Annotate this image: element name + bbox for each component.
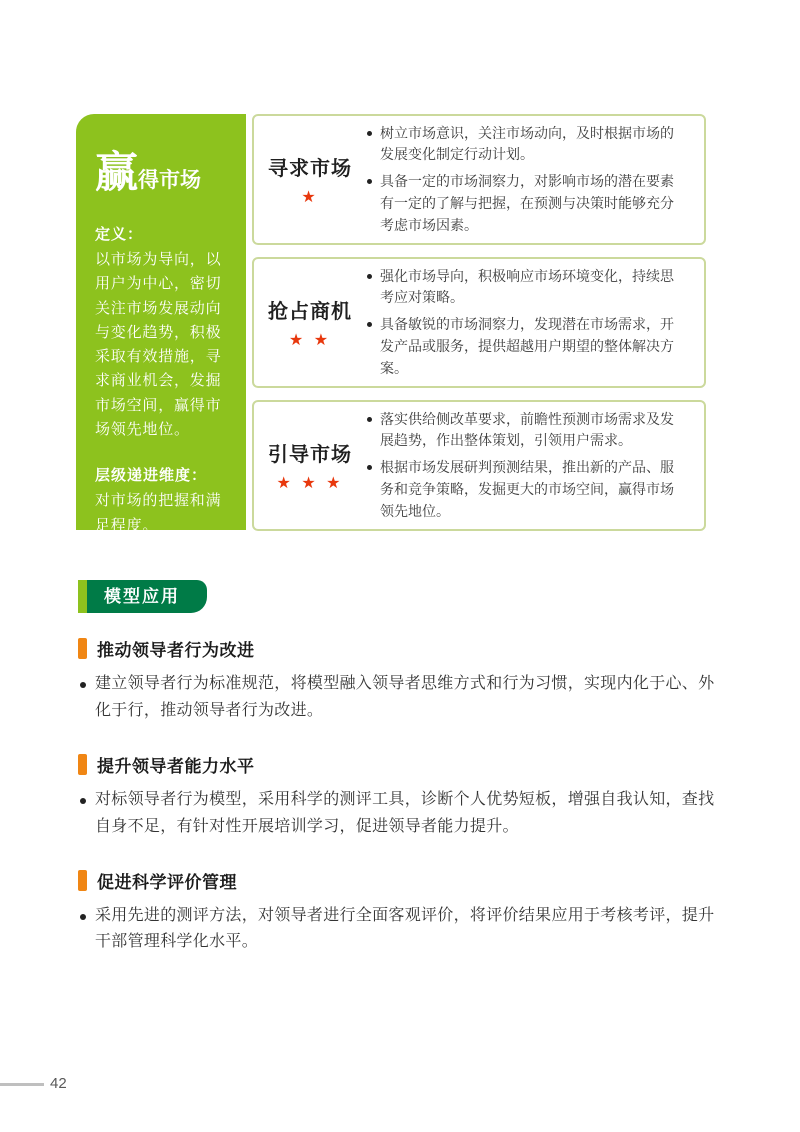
level-bullet-list: [366, 112, 704, 247]
badge-accent-bar: [78, 580, 87, 613]
section-behavior-improvement: [78, 636, 730, 725]
section-bullet: 采用先进的测评方法，对领导者进行全面客观评价，将评价结果应用于考核考评，提升干部管理科学化水平。: [78, 903, 730, 957]
section-title: 推动领导者行为改进: [97, 641, 255, 660]
section-bullet-list: [78, 671, 730, 725]
section-heading: [78, 636, 730, 661]
level-bullet: 具备一定的市场洞察力，对影响市场的潜在要素有一定的了解与把握，在预测与决策时能够充分考虑市场因素。: [366, 171, 686, 236]
level-label-area: [254, 295, 366, 350]
section-title: 提升领导者能力水平: [97, 756, 255, 776]
section-bullet: 对标领导者行为模型，采用科学的测评工具，诊断个人优势短板，增强自我认知，查找自身不足，有针对性开展培训学习，促进领导者能力提升。: [78, 787, 730, 841]
level-box-lead-market: [252, 400, 706, 531]
orange-bar-icon: [78, 638, 87, 659]
level-bullet: 具备敏锐的市场洞察力，发现潜在市场需求，开发产品或服务，提供超越用户期望的整体解决方案。: [366, 314, 686, 379]
panel-title: [95, 149, 230, 197]
section-heading: [78, 752, 730, 777]
dimension-text: 对市场的把握和满足程度。: [95, 492, 222, 534]
panel-title-big-char: 赢: [95, 149, 138, 197]
model-application-badge: [78, 580, 207, 613]
section-title: 促进科学评价管理: [97, 872, 237, 892]
section-capability-level: [78, 752, 730, 841]
win-market-panel: [76, 114, 246, 534]
page-number: 42: [50, 1075, 67, 1092]
level-bullet: 强化市场导向，积极响应市场环境变化，持续思考应对策略。: [366, 266, 686, 309]
level-boxes: [252, 114, 706, 543]
panel-title-rest: 得市场: [138, 169, 201, 192]
level-box-seize-opportunity: [252, 257, 706, 388]
level-bullet: 根据市场发展研判预测结果，推出新的产品、服务和竞争策略，发掘更大的市场空间，赢得市场领先地位。: [366, 457, 686, 522]
star-rating-icon: ★ ★: [288, 332, 332, 349]
footer-rule: [0, 1083, 44, 1086]
level-name: 抢占商机: [268, 301, 352, 323]
dimension-label: 层级递进维度：: [95, 467, 208, 485]
level-bullet-list: [366, 255, 704, 390]
level-label-area: [254, 438, 366, 493]
badge-label: 模型应用: [87, 580, 207, 613]
section-bullet-list: [78, 787, 730, 841]
orange-bar-icon: [78, 754, 87, 775]
level-bullet-list: [366, 398, 704, 533]
star-rating-icon: ★: [301, 189, 319, 206]
definition-text: 以市场为导向，以用户为中心，密切关注市场发展动向与变化趋势，积极采取有效措施，寻求商业机会，发掘市场空间，赢得市场领先地位。: [95, 251, 222, 439]
level-bullet: 树立市场意识，关注市场动向，及时根据市场的发展变化制定行动计划。: [366, 123, 686, 166]
level-name: 引导市场: [268, 444, 352, 466]
level-name: 寻求市场: [268, 158, 352, 180]
section-bullet: 建立领导者行为标准规范，将模型融入领导者思维方式和行为习惯，实现内化于心、外化于行，推动领导者行为改进。: [78, 671, 730, 725]
section-scientific-evaluation: [78, 868, 730, 957]
section-heading: [78, 868, 730, 893]
level-box-seek-market: [252, 114, 706, 245]
level-bullet: 落实供给侧改革要求，前瞻性预测市场需求及发展趋势，作出整体策划，引领用户需求。: [366, 409, 686, 452]
definition-label: 定义：: [95, 226, 144, 243]
application-sections: [78, 636, 730, 983]
orange-bar-icon: [78, 870, 87, 891]
level-label-area: [254, 152, 366, 207]
section-bullet-list: [78, 903, 730, 957]
star-rating-icon: ★ ★ ★: [276, 475, 344, 492]
